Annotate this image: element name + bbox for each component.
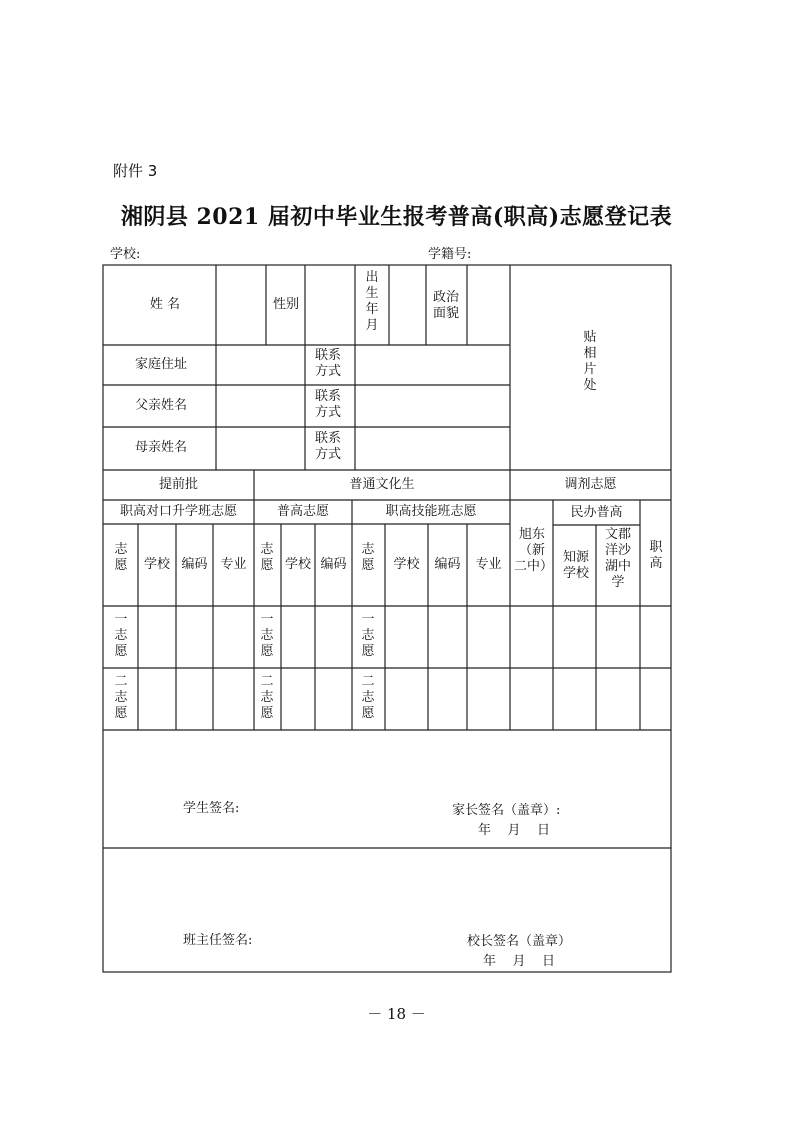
gender-label: 性别 (272, 297, 299, 312)
row-first-2: 一志愿 (260, 612, 274, 659)
xudong-header: 旭东（新二中） (514, 527, 554, 574)
parent-signature-label: 家长签名（盖章）: (452, 803, 561, 818)
col-school-2: 学校 (284, 557, 311, 572)
attachment-label: 附件 3 (113, 162, 158, 180)
school-label: 学校: (110, 247, 141, 262)
political-label: 政治面貌 (432, 290, 459, 321)
contact-label-2: 联系方式 (314, 389, 341, 420)
general-choice-header: 普高志愿 (276, 504, 329, 519)
row-second-1: 二志愿 (114, 674, 128, 721)
row-first-3: 一志愿 (361, 612, 375, 659)
photo-label: 贴相片处 (583, 330, 597, 393)
student-signature-label: 学生签名: (183, 801, 240, 816)
row-first-1: 一志愿 (114, 612, 128, 659)
col-choice-3: 志愿 (361, 542, 375, 573)
father-label: 父亲姓名 (134, 398, 187, 413)
col-major-1: 专业 (220, 557, 247, 572)
general-header: 普通文化生 (349, 477, 415, 492)
contact-label-1: 联系方式 (314, 348, 341, 379)
name-label: 姓 名 (149, 297, 181, 312)
address-label: 家庭住址 (134, 357, 187, 372)
birth-label: 出生年月 (365, 270, 379, 333)
col-school-1: 学校 (143, 557, 170, 572)
col-school-3: 学校 (393, 557, 420, 572)
early-batch-header: 提前批 (158, 477, 198, 492)
form-title: 湘阴县 2021 届初中毕业生报考普高(职高)志愿登记表 (120, 204, 673, 230)
col-choice-1: 志愿 (114, 542, 128, 573)
mother-label: 母亲姓名 (134, 440, 187, 455)
col-major-3: 专业 (475, 557, 502, 572)
principal-date-label: 年 月 日 (483, 954, 556, 969)
col-code-3: 编码 (434, 557, 461, 572)
col-code-1: 编码 (181, 557, 208, 572)
col-code-2: 编码 (320, 557, 347, 572)
vocational-upgrade-header: 职高对口升学班志愿 (119, 504, 237, 519)
row-second-2: 二志愿 (260, 674, 274, 721)
parent-date-label: 年 月 日 (478, 823, 551, 838)
col-choice-2: 志愿 (260, 542, 274, 573)
adjust-header: 调剂志愿 (564, 477, 617, 492)
vocational-skill-header: 职高技能班志愿 (385, 504, 477, 519)
student-number-label: 学籍号: (428, 247, 472, 262)
zhiyuan-header: 知源学校 (562, 550, 589, 581)
principal-signature-label: 校长签名（盖章） (467, 934, 572, 949)
page-number: － 18 － (367, 1005, 426, 1023)
contact-label-3: 联系方式 (314, 431, 341, 462)
zhigao-header: 职高 (649, 540, 663, 571)
private-header: 民办普高 (570, 505, 623, 520)
teacher-signature-label: 班主任签名: (183, 933, 253, 948)
wenjun-header: 文郡洋沙湖中学 (604, 527, 631, 590)
row-second-3: 二志愿 (361, 674, 375, 721)
